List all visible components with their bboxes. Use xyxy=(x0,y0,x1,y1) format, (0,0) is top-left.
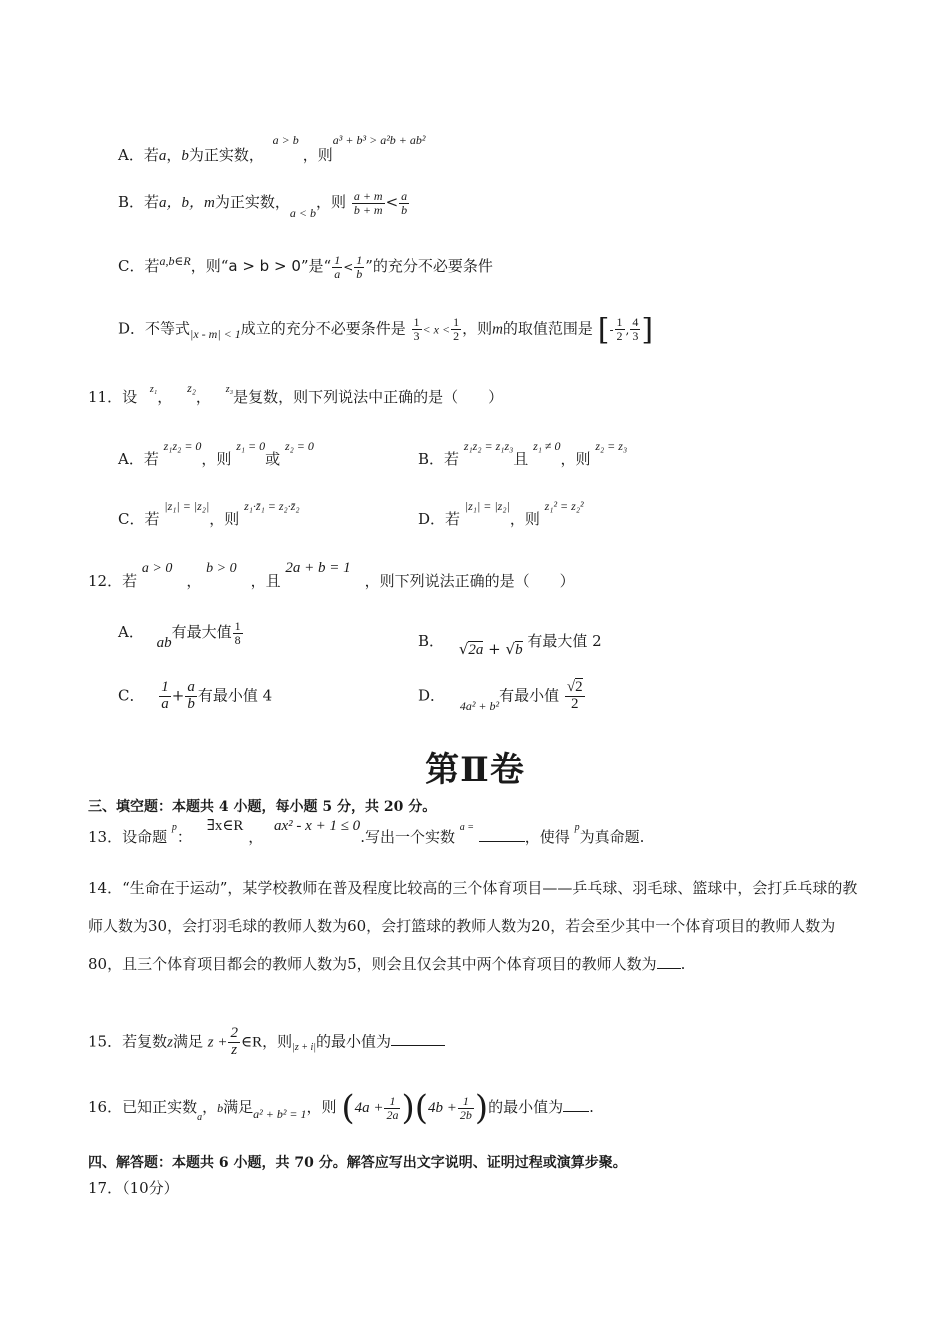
q12-stem: 12．若 a > 0， b > 0，且 2a + b = 1，则下列说法正确的是（ ） xyxy=(88,560,575,590)
q12-c-fraction-left: $\frac{1}{a}$ xyxy=(161,679,169,712)
q11-d-label: D． xyxy=(418,510,446,528)
q12-b-sqrt-2: √b xyxy=(505,640,523,658)
q16-answer-blank[interactable] xyxy=(563,1111,589,1112)
q15: 15．若复数z满足 z + $\frac{2}{z}$ ∈R，则$_{|z + i|}$的最小值为 xyxy=(88,1026,445,1059)
q13: 13．设命题 p： ∃x∈R ， ax² - x + 1 ≤ 0.写出一个实数 a = ，使得 p为真命题. xyxy=(88,818,645,846)
q12-a-label: A． xyxy=(118,623,144,642)
section4-header: 四、解答题：本题共 6 小题，共 70 分。解答应写出文字说明、证明过程或演算步聚。 xyxy=(88,1155,627,1171)
q11-c-label: C． xyxy=(118,510,145,528)
part2-title: 第Ⅱ卷 xyxy=(425,750,525,790)
q12-d-label: D． xyxy=(418,686,446,705)
q12-option-a: A． ab有最大值 $\frac{1}{8}$ xyxy=(118,619,241,652)
q10-c-fraction-left: $\frac{1}{a}$ xyxy=(334,253,341,281)
q10-option-c: C．若$^{a,b\in R}$，则“a > b > 0”是“ $\frac{1}{a}$ < $\frac{1}{b}$ ”的充分不必要条件 xyxy=(118,253,493,281)
q11-option-c: C．若 |z₁| = |z₂|，则 z₁·z̄₁ = z₂·z̄₂ xyxy=(118,499,300,528)
q11-option-a: A．若 z₁z₂ = 0，则 z₁ = 0或 z₂ = 0 xyxy=(118,439,314,468)
q10-option-d: D．不等式$_{|x - m| < 1}$成立的充分不必要条件是 $\frac{1}{3}$ < x < $\frac{1}{2}$ ，则m的取值范围是 [- $\frac{1}{2}$ , $\frac{4}{3}$ ] xyxy=(118,312,654,347)
q10-b-label: B． xyxy=(118,193,145,212)
q11-option-d: D．若 |z₁| = |z₂|，则 z₁² = z₂² xyxy=(418,499,584,528)
q10-a-condition: a > b xyxy=(272,133,299,147)
q11-a-label: A． xyxy=(118,450,144,468)
q13-answer-blank[interactable] xyxy=(479,841,525,842)
q10-c-label: C． xyxy=(118,257,145,276)
q11-stem: 11．设 z₁， z₂， z₃是复数，则下列说法中正确的是（ ） xyxy=(88,381,504,406)
section3-header: 三、填空题：本题共 4 小题，每小题 5 分，共 20 分。 xyxy=(88,799,437,815)
q10-d-label: D． xyxy=(118,319,146,338)
q10-a-label: A． xyxy=(118,146,144,164)
q10-option-a: A．若a，b为正实数， a > b，则a³ + b³ > a²b + ab² xyxy=(118,133,426,164)
q16-factor-2: (4b + $\frac{1}{2b}$ ) xyxy=(414,1088,489,1128)
q17: 17．（10分） xyxy=(88,1179,179,1197)
q10-a-inequality: a³ + b³ > a²b + ab² xyxy=(332,133,426,147)
q12-c-label: C． xyxy=(118,686,145,705)
q11-b-label: B． xyxy=(418,450,445,468)
q16: 16．已知正实数$_a$，b满足$_{a^2 + b^2 = 1}$，则 (4a + $\frac{1}{2a}$ )(4b + $\frac{1}{2b}$ )的最小值为 . xyxy=(88,1088,594,1128)
q12-option-b: B． √2a + √b 有最大值 2 xyxy=(418,632,602,658)
q12-b-label: B． xyxy=(418,632,445,650)
q10-d-fraction-right: $\frac{1}{2}$ xyxy=(453,315,460,343)
q12-c-fraction-right: $\frac{a}{b}$ xyxy=(187,679,195,712)
q12-a-fraction: $\frac{1}{8}$ xyxy=(234,619,241,647)
q14-answer-blank[interactable] xyxy=(657,968,681,969)
q11-option-b: B．若 z₁z₂ = z₁z₃且 z₁ ≠ 0，则 z₂ = z₃ xyxy=(418,439,628,468)
q15-fraction: $\frac{2}{z}$ xyxy=(230,1025,238,1058)
q10-b-fraction-right: $\frac{a}{b}$ xyxy=(401,189,408,217)
q15-answer-blank[interactable] xyxy=(391,1045,445,1046)
q12-b-sqrt-1: √2a xyxy=(458,640,484,658)
q16-factor-1: (4a + $\frac{1}{2a}$ ) xyxy=(341,1088,415,1128)
q12-d-fraction: $\frac{√2}{2}$ xyxy=(566,679,583,712)
q10-d-fraction-left: $\frac{1}{3}$ xyxy=(413,315,420,343)
q12-option-c: C． $\frac{1}{a}$ + $\frac{a}{b}$ 有最小值 4 xyxy=(118,679,273,712)
q10-d-range: [- $\frac{1}{2}$ , $\frac{4}{3}$ ] xyxy=(597,312,654,347)
q10-option-b: B．若a，b，m为正实数，$_{a < b}$，则 $\frac{a + m}{b + m}$ < $\frac{a}{b}$ xyxy=(118,189,408,221)
q10-c-fraction-right: $\frac{1}{b}$ xyxy=(356,253,363,281)
q14: 14．“生命在于运动”，某学校教师在普及程度比较高的三个体育项目——乒乓球、羽毛球、篮球中，会打乒乓球的教师人数为30，会打羽毛球的教师人数为60，会打篮球的教师人数为20，若会至少其中一个体育项目的教师人数为80，且三个体育项目都会的教师人数为5，则会且仅会其中两个体育项目的教师人数为 . xyxy=(88,879,858,973)
q10-b-fraction-left: $\frac{a + m}{b + m}$ xyxy=(353,189,383,217)
q12-option-d: D． $_{4a^2 + b^2}$有最小值 $\frac{√2}{2}$ xyxy=(418,679,583,714)
